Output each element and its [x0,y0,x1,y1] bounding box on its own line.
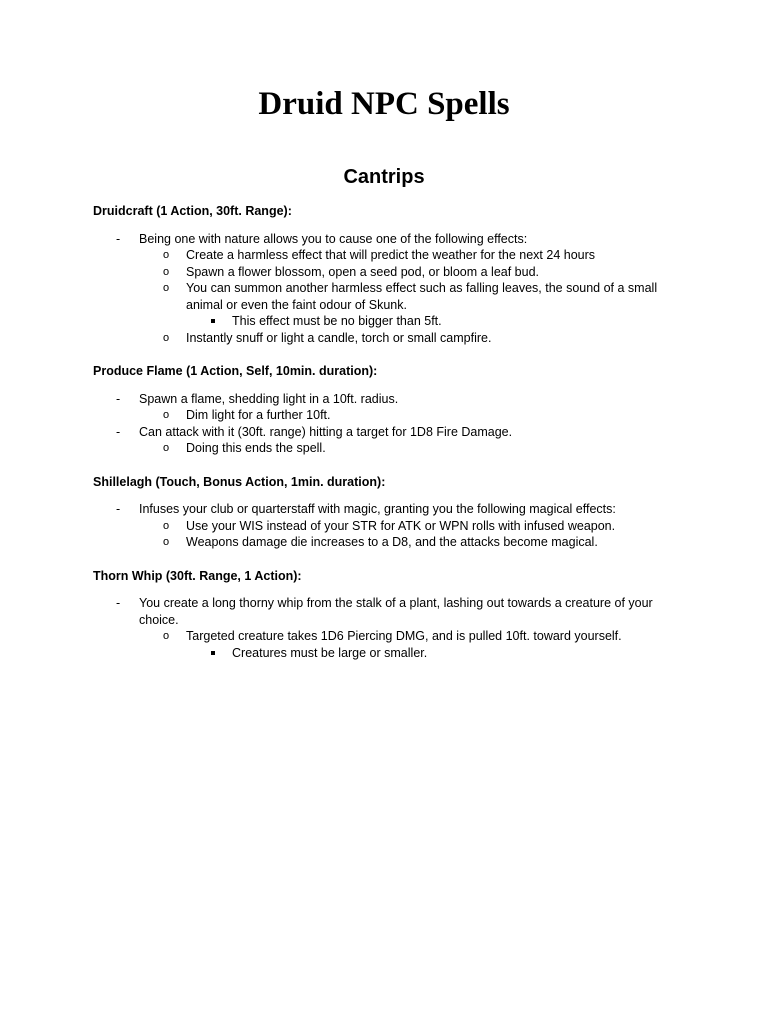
sub-sub-list-item [93,313,693,330]
bullet-list [93,501,693,551]
sub-list-item-text: Use your WIS instead of your STR for ATK or WPN rolls with infused weapon. [186,518,616,533]
spell-heading: Shillelagh (Touch, Bonus Action, 1min. duration): [93,474,386,489]
sub-list-item [93,440,693,457]
list-item [93,595,693,661]
sub-list-item-text: Instantly snuff or light a candle, torch or small campfire. [186,330,492,345]
spell-block [93,363,693,457]
sub-list-item-text: You can summon another harmless effect such as falling leaves, the sound of a small animal or even the faint odour of Skunk. [186,281,658,312]
bullet-list [93,595,693,661]
spell-heading: Druidcraft (1 Action, 30ft. Range): [93,204,292,218]
bullet-list [93,231,693,347]
sub-list-item-text: Spawn a flower blossom, open a seed pod, or bloom a leaf bud. [186,264,539,279]
list-item-text: Spawn a flame, shedding light in a 10ft. radius. [139,391,399,406]
sub-list-item [93,407,693,424]
sub-list-item-text: Create a harmless effect that will predict the weather for the next 24 hours [186,248,596,262]
sub-list [139,407,693,424]
sub-list-item-text: Doing this ends the spell. [186,441,326,455]
list-item-text: You create a long thorny whip from the stalk of a plant, lashing out towards a creature of your choice. [139,596,653,627]
sub-sub-list [186,645,693,662]
list-item [93,391,693,424]
sub-list-item-text: Weapons damage die increases to a D8, and the attacks become magical. [186,535,598,549]
spell-block [93,474,693,551]
sub-list-item [93,247,693,264]
sub-list-item [93,518,693,535]
sub-sub-list [186,313,693,330]
list-item-text: Can attack with it (30ft. range) hitting a target for 1D8 Fire Damage. [139,424,513,439]
sub-list-item [93,628,693,661]
list-item-text: Being one with nature allows you to cause one of the following effects: [139,231,528,246]
sub-list-item [93,264,693,281]
sub-list-item-text: Dim light for a further 10ft. [186,408,331,422]
sub-sub-list-item-text: Creatures must be large or smaller. [232,645,428,660]
spell-list [93,203,693,678]
list-item [93,231,693,347]
spell-block [93,203,693,346]
list-item [93,424,693,457]
spell-block [93,568,693,662]
sub-list [139,628,693,661]
sub-list-item [93,330,693,347]
sub-list-item-text: Targeted creature takes 1D6 Piercing DMG, and is pulled 10ft. toward yourself. [186,629,622,643]
bullet-list [93,391,693,457]
sub-list [139,518,693,551]
section-title: Cantrips [343,166,425,188]
page-title: Druid NPC Spells [258,86,510,122]
sub-list-item [93,280,693,330]
spell-heading: Produce Flame (1 Action, Self, 10min. duration): [93,364,378,378]
list-item [93,501,693,551]
sub-list [139,440,693,457]
list-item-text: Infuses your club or quarterstaff with magic, granting you the following magical effects: [139,502,616,516]
sub-sub-list-item-text: This effect must be no bigger than 5ft. [232,314,442,328]
sub-list-item [93,534,693,551]
sub-list [139,247,693,346]
sub-sub-list-item [93,645,693,662]
spell-heading: Thorn Whip (30ft. Range, 1 Action): [93,568,302,583]
